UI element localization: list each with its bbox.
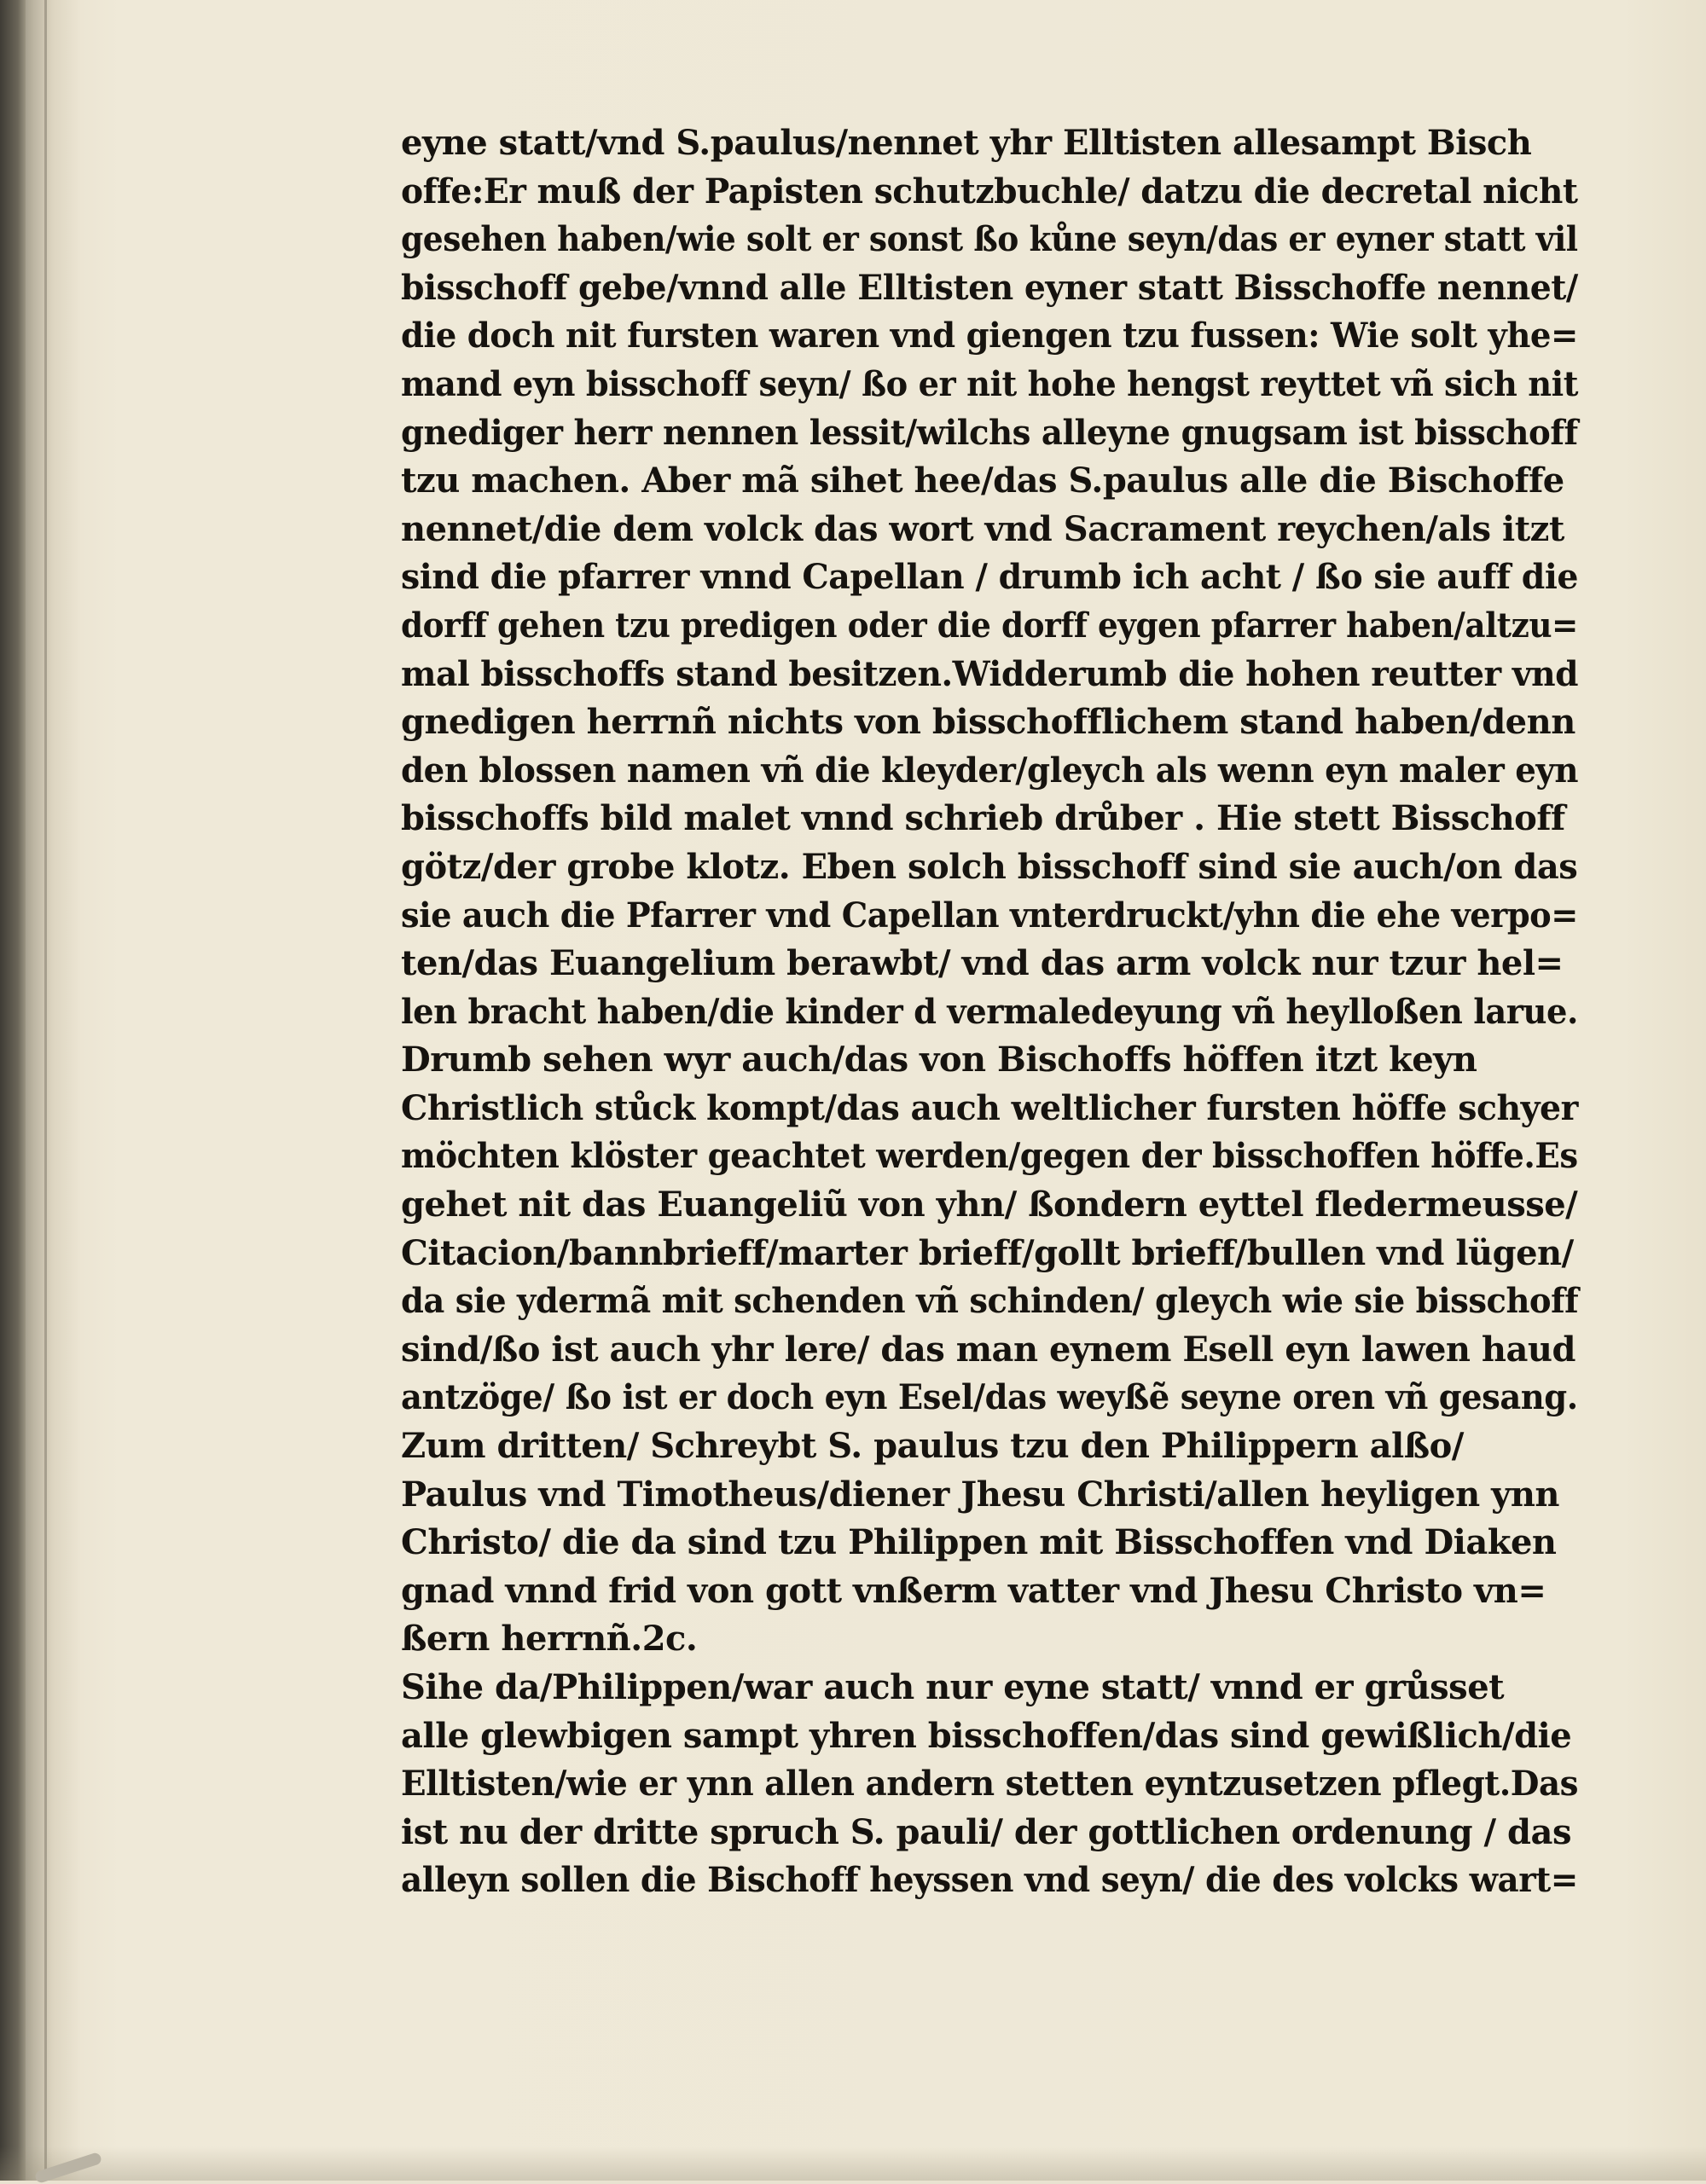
text-line: Zum dritten/ Schreybt S. paulus tzu den Philippern alßo/ xyxy=(401,1426,1464,1467)
text-line: alleyn sollen die Bischoff heyssen vnd seyn/ die des volcks wart= xyxy=(401,1860,1578,1901)
text-line: gesehen haben/wie solt er sonst ßo kůne seyn/das er eyner statt vil xyxy=(401,219,1578,260)
text-line: Christlich stůck kompt/das auch weltlicher fursten höffe schyer xyxy=(401,1087,1578,1128)
text-line: bisschoff gebe/vnnd alle Elltisten eyner statt Bisschoffe nennet/ xyxy=(401,267,1578,308)
text-line: Citacion/bannbrieff/marter brieff/gollt brieff/bullen vnd lügen/ xyxy=(401,1232,1574,1273)
text-line: möchten klöster geachtet werden/gegen der bisschoffen höffe.Es xyxy=(401,1136,1578,1177)
text-line: bisschoffs bild malet vnnd schrieb drůber . Hie stett Bisschoff xyxy=(401,798,1565,839)
text-line: Drumb sehen wyr auch/das von Bischoffs höffen itzt keyn xyxy=(401,1040,1477,1080)
text-line: da sie ydermã mit schenden vñ schinden/ gleych wie sie bisschoff xyxy=(401,1281,1579,1322)
text-line: alle glewbigen sampt yhren bisschoffen/das sind gewißlich/die xyxy=(401,1715,1572,1756)
text-line: gnad vnnd frid von gott vnßerm vatter vnd Jhesu Christo vn= xyxy=(401,1570,1546,1611)
text-line: sind die pfarrer vnnd Capellan / drumb ich acht / ßo sie auff die xyxy=(401,557,1578,598)
text-line: götz/der grobe klotz. Eben solch bisschoff sind sie auch/on das xyxy=(401,846,1578,887)
page-edge-line xyxy=(44,0,47,2181)
text-line: dorff gehen tzu predigen oder die dorff eygen pfarrer haben/altzu= xyxy=(401,605,1578,646)
text-line: Elltisten/wie er ynn allen andern stetten eyntzusetzen pflegt.Das xyxy=(401,1764,1579,1805)
page-bottom-shadow xyxy=(0,2146,1706,2181)
printed-text-block xyxy=(401,119,1578,1905)
text-line: ßern herrnñ.2c. xyxy=(401,1619,698,1660)
text-line: offe:Er muß der Papisten schutzbuchle/ datzu die decretal nicht xyxy=(401,171,1578,211)
text-line: gnediger herr nennen lessit/wilchs alleyne gnugsam ist bisschoff xyxy=(401,412,1578,453)
text-line: die doch nit fursten waren vnd giengen tzu fussen: Wie solt yhe= xyxy=(401,316,1578,356)
text-line: sind/ßo ist auch yhr lere/ das man eynem Esell eyn lawen haud xyxy=(401,1329,1575,1370)
text-line: nennet/die dem volck das wort vnd Sacrament reychen/als itzt xyxy=(401,508,1564,549)
text-line: gehet nit das Euangeliũ von yhn/ ßondern eyttel fledermeusse/ xyxy=(401,1185,1578,1225)
text-line: Sihe da/Philippen/war auch nur eyne statt/ vnnd er grůsset xyxy=(401,1667,1505,1707)
text-line: Paulus vnd Timotheus/diener Jhesu Christi/allen heyligen ynn xyxy=(401,1474,1560,1515)
text-line: len bracht haben/die kinder d vermaledeyung vñ heylloßen larue. xyxy=(401,991,1578,1032)
text-line: den blossen namen vñ die kleyder/gleych als wenn eyn maler eyn xyxy=(401,750,1579,791)
text-line: mal bisschoffs stand besitzen.Widderumb die hohen reutter vnd xyxy=(401,653,1579,694)
text-line: mand eyn bisschoff seyn/ ßo er nit hohe hengst reyttet vñ sich nit xyxy=(401,363,1578,404)
book-binding-gutter xyxy=(0,0,26,2181)
text-line: sie auch die Pfarrer vnd Capellan vnterdruckt/yhn die ehe verpo= xyxy=(401,895,1578,936)
text-line: tzu machen. Aber mã sihet hee/das S.paulus alle die Bischoffe xyxy=(401,461,1564,501)
text-line: ist nu der dritte spruch S. pauli/ der gottlichen ordenung / das xyxy=(401,1811,1571,1852)
text-line: gnedigen herrnñ nichts von bisschofflichem stand haben/denn xyxy=(401,702,1575,743)
text-line: antzöge/ ßo ist er doch eyn Esel/das weyßẽ seyne oren vñ gesang. xyxy=(401,1377,1578,1418)
text-line: ten/das Euangelium berawbt/ vnd das arm volck nur tzur hel= xyxy=(401,943,1564,984)
text-line: Christo/ die da sind tzu Philippen mit Bisschoffen vnd Diaken xyxy=(401,1522,1557,1563)
text-line: eyne statt/vnd S.paulus/nennet yhr Elltisten allesampt Bisch xyxy=(401,123,1532,163)
